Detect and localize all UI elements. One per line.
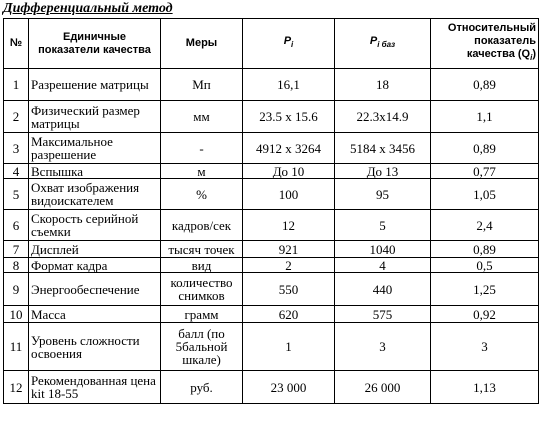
relative-quality: 0,89 — [431, 241, 539, 258]
indicator-name: Охват изображения видоискателем — [29, 179, 161, 210]
row-number: 2 — [4, 101, 29, 133]
indicator-name: Рекомендованная цена kit 18-55 — [29, 371, 161, 404]
row-number: 1 — [4, 69, 29, 101]
measure-unit: количество снимков — [161, 273, 243, 306]
value-pi: 550 — [243, 273, 335, 306]
measure-unit: балл (по 5бальной шкале) — [161, 323, 243, 371]
measure-unit: руб. — [161, 371, 243, 404]
value-pi: 12 — [243, 210, 335, 241]
relative-quality: 0,77 — [431, 164, 539, 179]
value-pbase: 440 — [335, 273, 431, 306]
row-number: 4 — [4, 164, 29, 179]
value-pbase: 22.3x14.9 — [335, 101, 431, 133]
header-measures: Меры — [161, 19, 243, 69]
value-pbase: До 13 — [335, 164, 431, 179]
row-number: 11 — [4, 323, 29, 371]
indicator-name: Формат кадра — [29, 258, 161, 273]
value-pi: 23.5 x 15.6 — [243, 101, 335, 133]
value-pbase: 4 — [335, 258, 431, 273]
row-number: 8 — [4, 258, 29, 273]
indicator-name: Масса — [29, 306, 161, 323]
table-row — [4, 210, 539, 241]
table-row — [4, 241, 539, 258]
table-row — [4, 323, 539, 371]
row-number: 9 — [4, 273, 29, 306]
value-pbase: 5 — [335, 210, 431, 241]
header-pi: $P_i$ — [243, 19, 335, 69]
quality-table — [3, 18, 539, 404]
value-pi: До 10 — [243, 164, 335, 179]
table-row — [4, 306, 539, 323]
indicator-name: Разрешение матрицы — [29, 69, 161, 101]
value-pbase: 1040 — [335, 241, 431, 258]
measure-unit: % — [161, 179, 243, 210]
indicator-name: Вспышка — [29, 164, 161, 179]
relative-quality: 0,89 — [431, 69, 539, 101]
indicator-name: Максимальное разрешение — [29, 133, 161, 164]
relative-quality: 1,1 — [431, 101, 539, 133]
relative-quality: 1,13 — [431, 371, 539, 404]
table-row — [4, 133, 539, 164]
relative-quality: 0,5 — [431, 258, 539, 273]
indicator-name: Уровень сложности освоения — [29, 323, 161, 371]
table-row — [4, 371, 539, 404]
measure-unit: - — [161, 133, 243, 164]
measure-unit: м — [161, 164, 243, 179]
value-pi: 620 — [243, 306, 335, 323]
header-pbase: $P_{i баз}$ — [335, 19, 431, 69]
measure-unit: тысяч точек — [161, 241, 243, 258]
header-num: № — [4, 19, 29, 69]
relative-quality: 2,4 — [431, 210, 539, 241]
indicator-name: Дисплей — [29, 241, 161, 258]
row-number: 10 — [4, 306, 29, 323]
indicator-name: Скорость серийной съемки — [29, 210, 161, 241]
relative-quality: 1,25 — [431, 273, 539, 306]
value-pbase: 26 000 — [335, 371, 431, 404]
row-number: 12 — [4, 371, 29, 404]
value-pi: 1 — [243, 323, 335, 371]
indicator-name: Энергообеспечение — [29, 273, 161, 306]
value-pbase: 18 — [335, 69, 431, 101]
value-pbase: 5184 x 3456 — [335, 133, 431, 164]
relative-quality: 0,89 — [431, 133, 539, 164]
table-row — [4, 179, 539, 210]
value-pi: 921 — [243, 241, 335, 258]
value-pi: 100 — [243, 179, 335, 210]
value-pi: 23 000 — [243, 371, 335, 404]
value-pi: 4912 x 3264 — [243, 133, 335, 164]
value-pi: 16,1 — [243, 69, 335, 101]
measure-unit: грамм — [161, 306, 243, 323]
table-row — [4, 69, 539, 101]
relative-quality: 0,92 — [431, 306, 539, 323]
measure-unit: вид — [161, 258, 243, 273]
row-number: 5 — [4, 179, 29, 210]
measure-unit: кадров/сек — [161, 210, 243, 241]
relative-quality: 1,05 — [431, 179, 539, 210]
header-row — [4, 19, 539, 69]
table-row — [4, 258, 539, 273]
row-number: 3 — [4, 133, 29, 164]
header-relative: Относительный показатель качества $(Q_i)$ — [431, 19, 539, 69]
indicator-name: Физический размер матрицы — [29, 101, 161, 133]
value-pi: 2 — [243, 258, 335, 273]
measure-unit: Мп — [161, 69, 243, 101]
row-number: 7 — [4, 241, 29, 258]
table-row — [4, 164, 539, 179]
value-pbase: 575 — [335, 306, 431, 323]
relative-quality: 3 — [431, 323, 539, 371]
header-indicators: Единичные показатели качества — [29, 19, 161, 69]
value-pbase: 3 — [335, 323, 431, 371]
row-number: 6 — [4, 210, 29, 241]
measure-unit: мм — [161, 101, 243, 133]
table-row — [4, 101, 539, 133]
table-row — [4, 273, 539, 306]
page-title: Дифференциальный метод — [3, 1, 173, 16]
value-pbase: 95 — [335, 179, 431, 210]
